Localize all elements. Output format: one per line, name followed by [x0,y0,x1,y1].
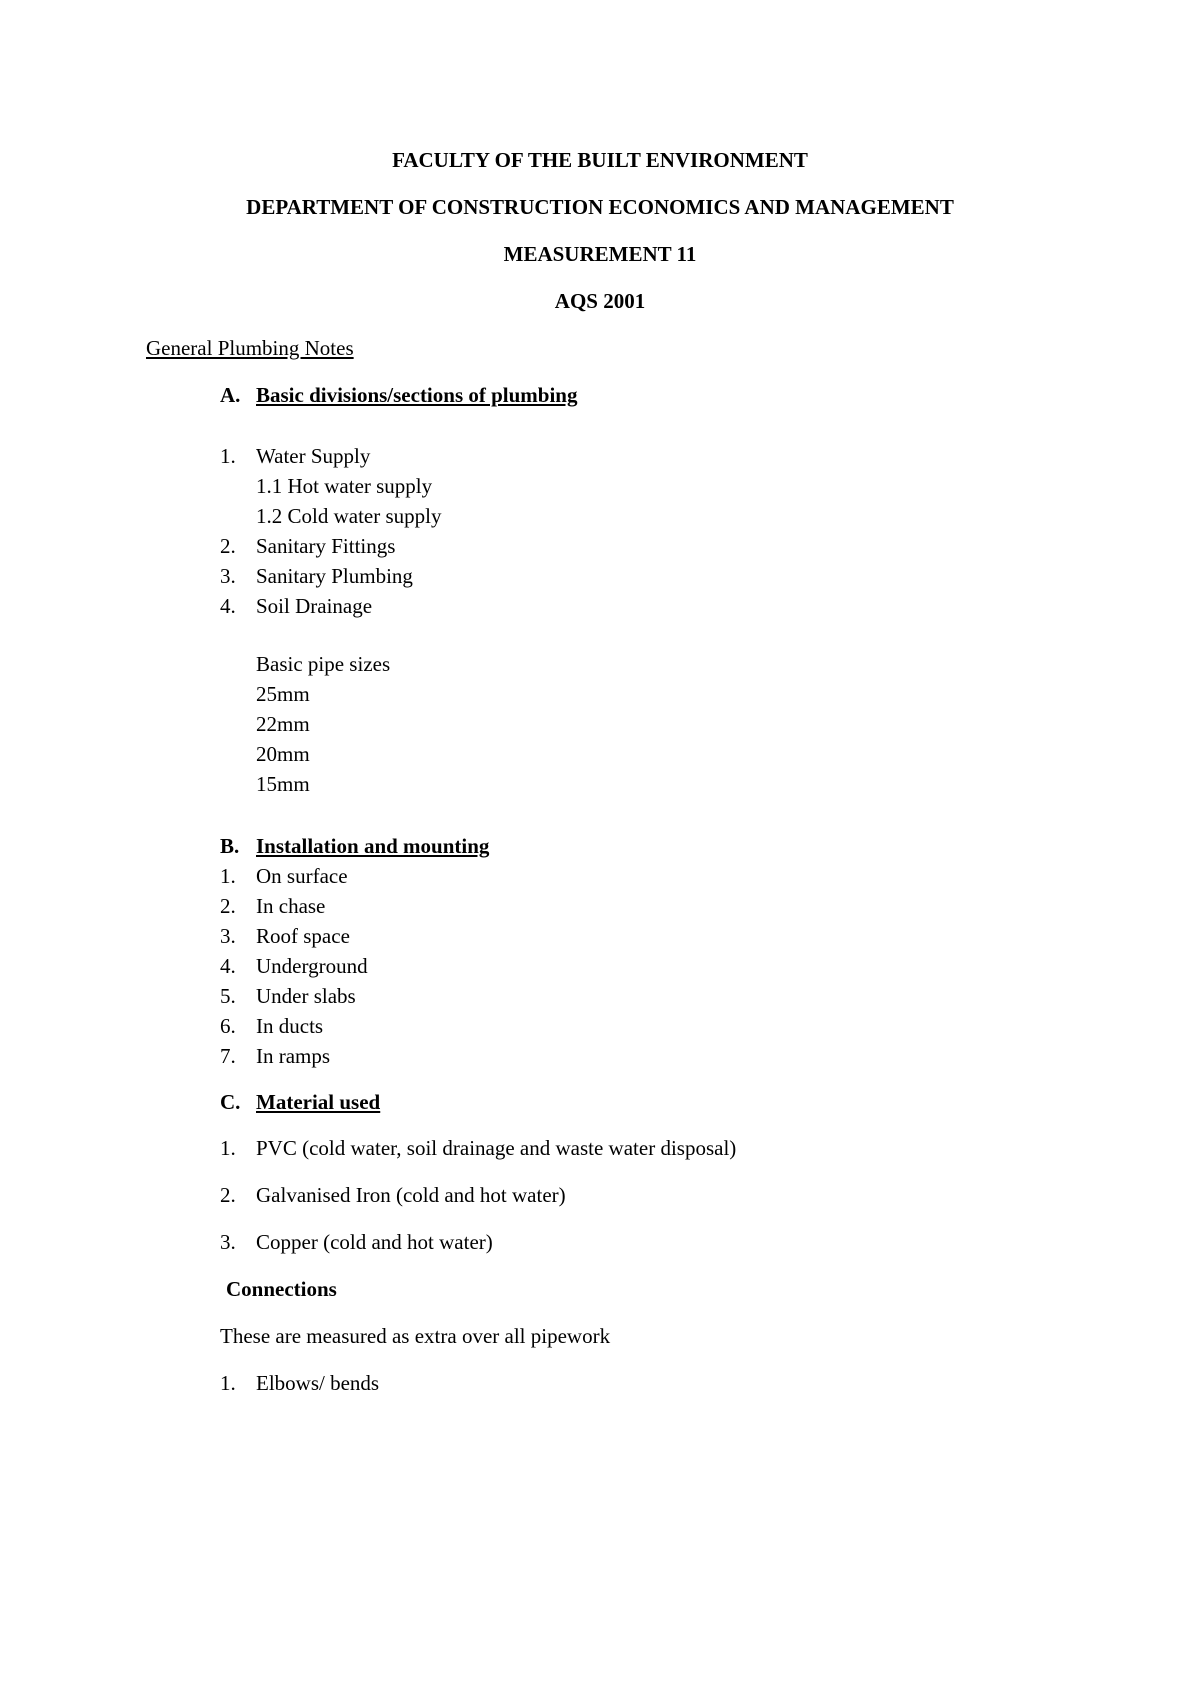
connections-intro: These are measured as extra over all pipework [220,1324,611,1348]
list-number: 7. [220,1044,236,1068]
pipe-size: 22mm [256,712,310,736]
list-number: 3. [220,564,236,588]
list-number: 1. [220,444,236,468]
list-item: Elbows/ bends [256,1371,380,1395]
list-subitem: 1.2 Cold water supply [256,504,442,528]
section-a-title: Basic divisions/sections of plumbing [256,383,578,407]
list-number: 5. [220,984,236,1008]
list-subitem: 1.1 Hot water supply [256,474,433,498]
faculty-heading: FACULTY OF THE BUILT ENVIRONMENT [392,148,808,172]
list-item: Water Supply [256,444,371,468]
list-number: 4. [220,954,236,978]
list-item: Roof space [256,924,350,948]
list-number: 1. [220,1371,236,1395]
list-number: 3. [220,924,236,948]
list-item: Sanitary Fittings [256,534,396,558]
list-item: In chase [256,894,326,918]
list-item: Galvanised Iron (cold and hot water) [256,1183,566,1207]
list-item: Underground [256,954,368,978]
list-number: 3. [220,1230,236,1254]
list-item: Copper (cold and hot water) [256,1230,493,1254]
list-number: 6. [220,1014,236,1038]
list-item: On surface [256,864,348,888]
list-item: Under slabs [256,984,356,1008]
list-number: 2. [220,894,236,918]
list-number: 2. [220,1183,236,1207]
list-number: 1. [220,1136,236,1160]
connections-title: Connections [226,1277,337,1301]
list-item: Sanitary Plumbing [256,564,413,588]
list-number: 2. [220,534,236,558]
pipe-sizes-title: Basic pipe sizes [256,652,391,676]
section-b-letter: B. [220,834,240,858]
course-code: AQS 2001 [554,289,646,313]
notes-title: General Plumbing Notes [146,336,354,360]
list-number: 4. [220,594,236,618]
list-item: PVC (cold water, soil drainage and waste water disposal) [256,1136,737,1160]
section-a-letter: A. [220,383,241,407]
list-item: In ramps [256,1044,331,1068]
section-c-title: Material used [256,1090,381,1114]
list-item: Soil Drainage [256,594,373,618]
section-c-letter: C. [220,1090,241,1114]
department-heading: DEPARTMENT OF CONSTRUCTION ECONOMICS AND MANAGEMENT [246,195,954,219]
list-item: In ducts [256,1014,324,1038]
section-b-title: Installation and mounting [256,834,490,858]
course-heading: MEASUREMENT 11 [503,242,697,266]
list-number: 1. [220,864,236,888]
pipe-size: 20mm [256,742,310,766]
pipe-size: 15mm [256,772,310,796]
pipe-size: 25mm [256,682,310,706]
